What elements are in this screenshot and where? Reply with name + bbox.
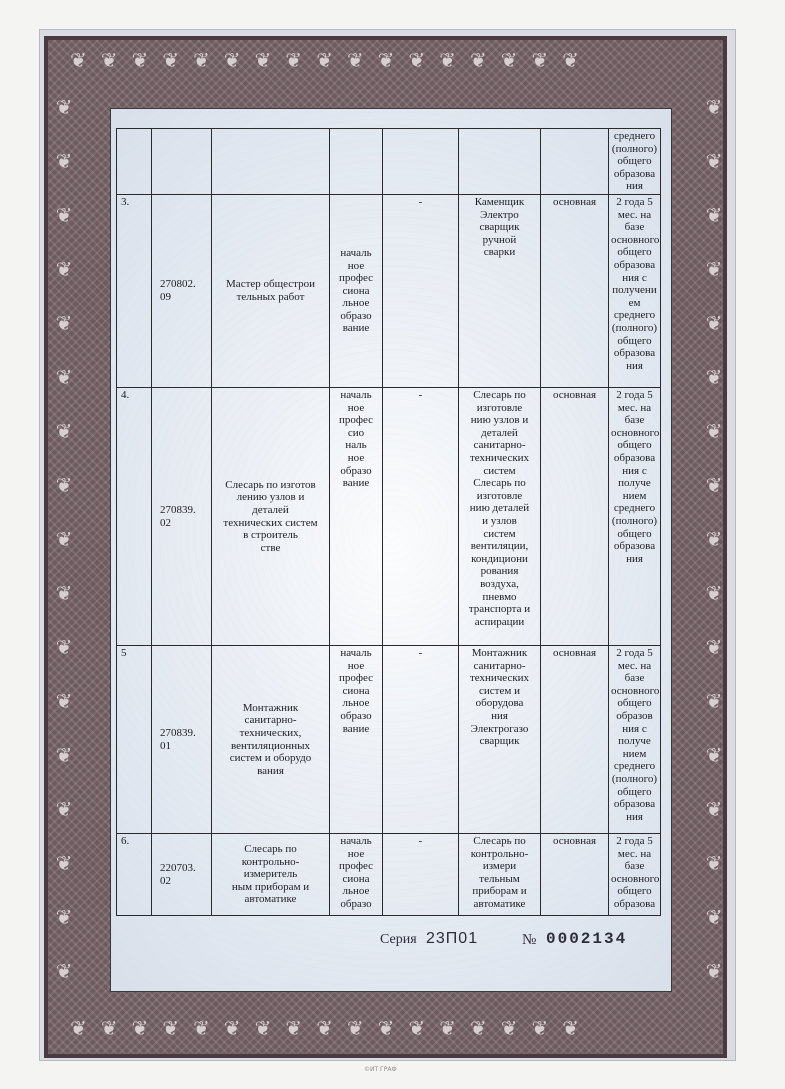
border-ornament-left: ❦ ❦ ❦ ❦ ❦ ❦ ❦ ❦ ❦ ❦ ❦ ❦ ❦ ❦ ❦ ❦ ❦ (55, 95, 73, 983)
qualification (459, 129, 541, 195)
profession-code (152, 129, 212, 195)
education-level (330, 129, 383, 195)
education-level: началь ное профес сио наль ное образо вание (330, 388, 383, 646)
row-number: 3. (117, 195, 152, 388)
study-term: 2 года 5 мес. на базе основного общего образова ния с получе нием среднего (полного) общего образова ния (609, 388, 661, 646)
empty-dash-cell (383, 129, 459, 195)
series-label: Серия (380, 932, 417, 947)
study-term: 2 года 5 мес. на базе основного общего образова (609, 834, 661, 916)
qualification: Каменщик Электро сварщик ручной сварки (459, 195, 541, 388)
row-number (117, 129, 152, 195)
program-type: основная (541, 388, 609, 646)
empty-dash-cell: - (383, 646, 459, 834)
empty-dash-cell: - (383, 834, 459, 916)
number-sign: № (522, 932, 537, 948)
table-row (117, 195, 661, 388)
education-level: началь ное профес сиона льное образо вание (330, 646, 383, 834)
serial-number-block (380, 930, 670, 952)
table-row (117, 834, 661, 916)
border-ornament-bottom: ❦❦❦❦❦❦❦❦❦❦❦❦❦❦❦❦❦ (70, 1018, 593, 1038)
qualification: Слесарь по изготовле нию узлов и деталей санитарно- технических систем Слесарь по изготовле нию деталей и узлов систем вентиляции, кондициони рования воздуха, пневмо транспорта и аспирации (459, 388, 541, 646)
profession-name: Слесарь по изготов лению узлов и деталей технических систем в строитель стве (212, 388, 330, 646)
study-term: 2 года 5 мес. на базе основного общего образов ния с получе нием среднего (полного) общего образова ния (609, 646, 661, 834)
empty-dash-cell: - (383, 388, 459, 646)
profession-code: 270839. 02 (152, 388, 212, 646)
row-number: 6. (117, 834, 152, 916)
program-type: основная (541, 834, 609, 916)
study-term: 2 года 5 мес. на базе основного общего образова ния с получени ем среднего (полного) общего образова ния (609, 195, 661, 388)
profession-name: Монтажник санитарно- технических, вентиляционных систем и оборудо вания (212, 646, 330, 834)
border-ornament-top: ❦❦❦❦❦❦❦❦❦❦❦❦❦❦❦❦❦ (70, 50, 593, 70)
table-row (117, 388, 661, 646)
border-ornament-right: ❦ ❦ ❦ ❦ ❦ ❦ ❦ ❦ ❦ ❦ ❦ ❦ ❦ ❦ ❦ ❦ ❦ (705, 95, 723, 983)
professions-table (116, 128, 661, 916)
series-value: 23П01 (426, 930, 479, 947)
study-term: среднего (полного) общего образова ния (609, 129, 661, 195)
qualification: Слесарь по контрольно- измери тельным приборам и автоматике (459, 834, 541, 916)
profession-name: Мастер общестрои тельных работ (212, 195, 330, 388)
printer-imprint: ©ИТ ГРАФ (364, 1066, 397, 1073)
profession-name (212, 129, 330, 195)
empty-dash-cell: - (383, 195, 459, 388)
table-row (117, 646, 661, 834)
profession-code: 270802. 09 (152, 195, 212, 388)
education-level: началь ное профес сиона льное образо (330, 834, 383, 916)
program-type: основная (541, 195, 609, 388)
program-type (541, 129, 609, 195)
profession-code: 270839. 01 (152, 646, 212, 834)
document-number: 0002134 (546, 930, 628, 948)
program-type: основная (541, 646, 609, 834)
profession-code: 220703. 02 (152, 834, 212, 916)
education-level: началь ное профес сиона льное образо вание (330, 195, 383, 388)
row-number: 4. (117, 388, 152, 646)
profession-name: Слесарь по контрольно- измеритель ным приборам и автоматике (212, 834, 330, 916)
row-number: 5 (117, 646, 152, 834)
qualification: Монтажник санитарно- технических систем и оборудова ния Электрогазо сварщик (459, 646, 541, 834)
table-row (117, 129, 661, 195)
